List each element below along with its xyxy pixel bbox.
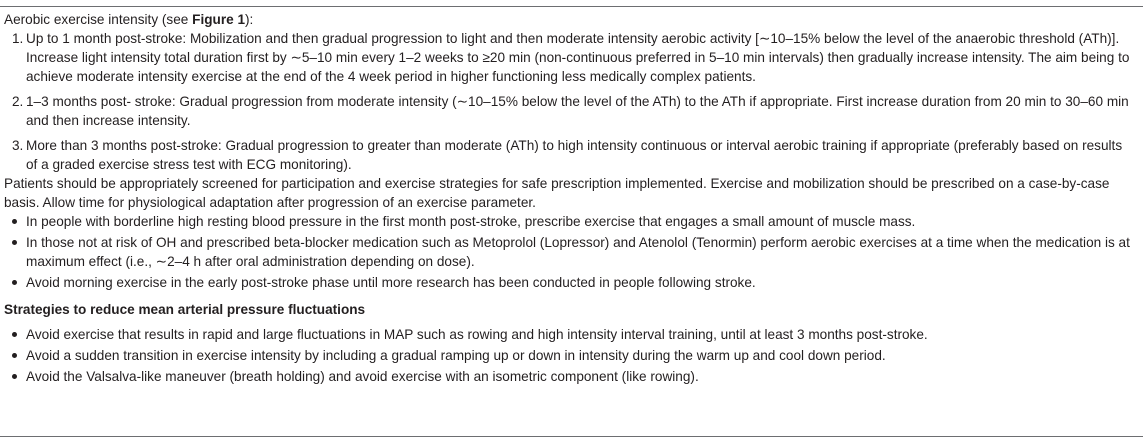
list-item-text: Avoid a sudden transition in exercise intensity by including a gradual ramping up or down in intensity during the warm up and cool down period. <box>26 348 886 363</box>
list-item <box>26 325 1134 344</box>
list-item-number: 2. <box>12 94 24 109</box>
list-item <box>26 233 1134 271</box>
screening-paragraph: Patients should be appropriately screened for participation and exercise strategies for safe prescription implemented. Exercise and mobilization should be prescribed on a case-by-case basis. Allow time for physiological adaptation after progression of an exercise parameter. <box>4 176 1110 210</box>
bullet-icon <box>12 374 17 379</box>
screening-bullet-list <box>4 212 1134 292</box>
intro-suffix: ): <box>245 12 254 27</box>
bullet-icon <box>12 280 17 285</box>
bullet-icon <box>12 240 17 245</box>
bottom-rule <box>0 436 1143 437</box>
intro-prefix: Aerobic exercise intensity (see <box>4 12 193 27</box>
list-item-text: In those not at risk of OH and prescribed beta-blocker medication such as Metoprolol (Lopressor) and Atenolol (Tenormin) perform aerobic exercises at a time when the medication is at maximum effect (i.e., ∼2–4 h after oral administration depending on dose). <box>26 235 1130 269</box>
content-area <box>4 10 1134 386</box>
list-item-text: More than 3 months post-stroke: Gradual progression to greater than moderate (ATh) to high intensity continuous or interval aerobic training if appropriate (preferably based on results of a graded exercise stress test with ECG monitoring). <box>26 138 1123 172</box>
bullet-icon <box>12 332 17 337</box>
list-item <box>26 346 1134 365</box>
list-item-text: Up to 1 month post-stroke: Mobilization and then gradual progression to light and then moderate intensity aerobic activity [∼10–15% below the level of the anaerobic threshold (ATh)]. Increase light intensity total duration first by ∼5–10 min every 1–2 weeks to ≥20 min (non-continuous preferred in 5–10 min intervals) then gradually increase intensity. The aim being to achieve moderate intensity exercise at the end of the 4 week period in higher functioning less medically complex patients. <box>26 31 1130 84</box>
bullet-icon <box>12 353 17 358</box>
bullet-icon <box>12 219 17 224</box>
intensity-progression-list <box>4 29 1134 174</box>
list-item <box>12 29 1134 86</box>
list-item-text: 1–3 months post- stroke: Gradual progression from moderate intensity (∼10–15% below the level of the ATh) to the ATh if appropriate. First increase duration from 20 min to 30–60 min and then increase intensity. <box>26 94 1129 128</box>
list-item <box>26 273 1134 292</box>
list-item-number: 3. <box>12 138 24 153</box>
list-item-text: Avoid exercise that results in rapid and large fluctuations in MAP such as rowing and high intensity interval training, until at least 3 months post-stroke. <box>26 327 928 342</box>
top-rule <box>0 6 1143 7</box>
list-item <box>26 367 1134 386</box>
list-item-text: In people with borderline high resting blood pressure in the first month post-stroke, prescribe exercise that engages a small amount of muscle mass. <box>26 214 916 229</box>
list-item-number: 1. <box>12 31 24 46</box>
section-intro <box>4 10 1134 29</box>
list-item <box>26 212 1134 231</box>
map-bullet-list <box>4 325 1134 386</box>
list-item <box>12 136 1134 174</box>
map-heading: Strategies to reduce mean arterial pressure fluctuations <box>4 302 366 317</box>
list-item-text: Avoid morning exercise in the early post-stroke phase until more research has been conducted in people following stroke. <box>26 275 756 290</box>
figure-link[interactable]: Figure 1 <box>192 12 246 27</box>
list-item <box>12 92 1134 130</box>
list-item-text: Avoid the Valsalva-like maneuver (breath holding) and avoid exercise with an isometric component (like rowing). <box>26 369 699 384</box>
